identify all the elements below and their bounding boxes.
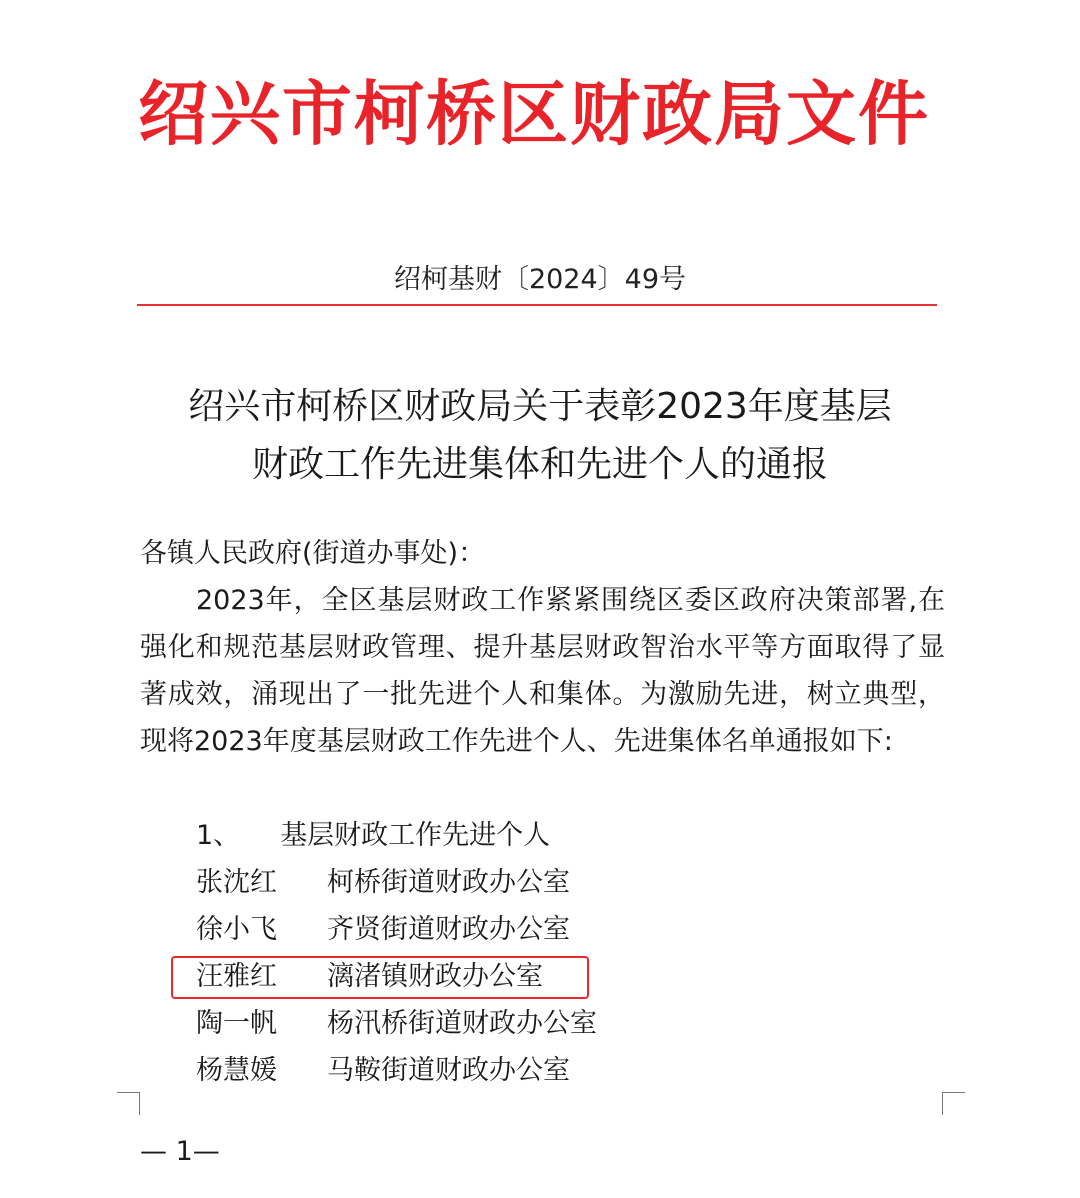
individual-unit: 齐贤街道财政办公室 (327, 914, 570, 945)
individual-name: 张沈红 (196, 867, 277, 898)
document-number: 绍柯基财〔2024〕49号 (393, 264, 687, 295)
body-paragraph: 2023年，全区基层财政工作紧紧围绕区委区政府决策部署,在强化和规范基层财政管理、提升基层财政智治水平等方面取得了显著成效，涌现出了一批先进个人和集体。为激励先进，树立典型，现将2023年度基层财政工作先进个人、先进集体名单通报如下: (140, 585, 945, 757)
individual-name: 杨慧媛 (196, 1055, 277, 1086)
individual-unit: 柯桥街道财政办公室 (327, 867, 570, 898)
list-item (196, 859, 597, 906)
document-title (120, 378, 960, 494)
individual-unit: 漓渚镇财政办公室 (327, 961, 543, 992)
page-number: — 1— (140, 1136, 220, 1167)
page-corner-mark-left (117, 1092, 140, 1115)
salutation: 各镇人民政府(街道办事处)： (140, 538, 486, 569)
individual-unit: 马鞍街道财政办公室 (327, 1055, 570, 1086)
document-title-line-1: 绍兴市柯桥区财政局关于表彰2023年度基层 (188, 386, 892, 427)
list-item (196, 1000, 597, 1047)
red-divider-line (137, 304, 937, 306)
highlight-annotation-box (171, 956, 589, 999)
individual-name: 汪雅红 (196, 961, 277, 992)
individual-unit: 杨汛桥街道财政办公室 (327, 1008, 597, 1039)
individual-name: 陶一帆 (196, 1008, 277, 1039)
list-item (196, 1047, 597, 1094)
section-heading (196, 812, 550, 859)
individual-name: 徐小飞 (196, 914, 277, 945)
list-item (196, 906, 597, 953)
section-number: 1、 (196, 820, 241, 851)
document-title-line-2: 财政工作先进集体和先进个人的通报 (251, 444, 828, 485)
issuer-header-title: 绍兴市柯桥区财政局文件 (138, 73, 930, 155)
page-corner-mark-right (942, 1092, 965, 1115)
section-title: 基层财政工作先进个人 (280, 820, 551, 851)
